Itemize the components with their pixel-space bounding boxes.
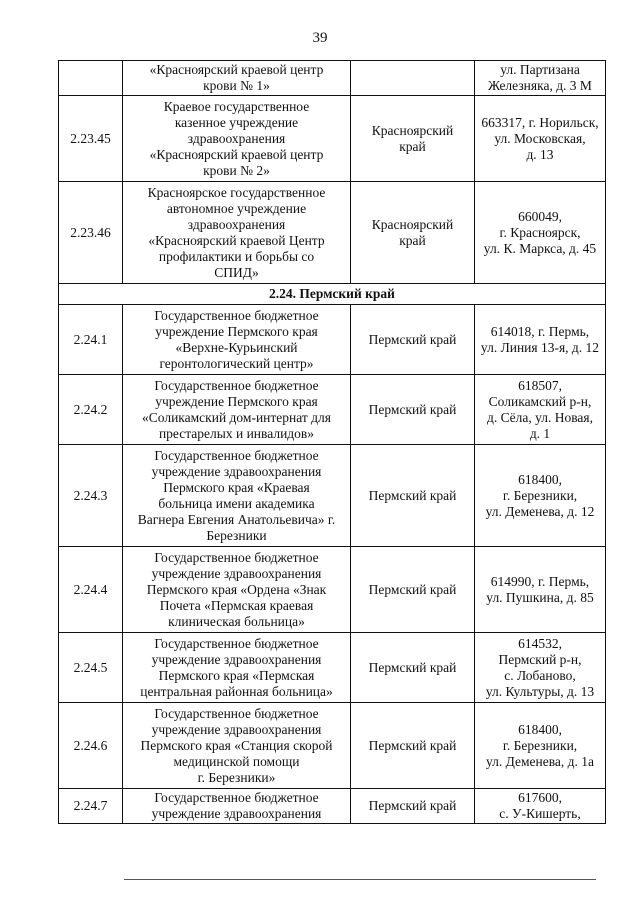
table-row bbox=[59, 633, 606, 703]
address-cell: ул. Партизана Железняка, д. 3 М bbox=[475, 61, 606, 96]
address-cell: 618400, г. Березники, ул. Деменева, д. 1а bbox=[475, 703, 606, 789]
table-row bbox=[59, 61, 606, 96]
address-cell: 614532, Пермский р-н, с. Лобаново, ул. Культуры, д. 13 bbox=[475, 633, 606, 703]
region-cell bbox=[351, 61, 475, 96]
region-cell: Пермский край bbox=[351, 547, 475, 633]
registry-table bbox=[58, 60, 606, 824]
institution-name-cell: Краевое государственное казенное учреждение здравоохранения «Красноярский краевой центр крови № 2» bbox=[123, 96, 351, 182]
institution-name-cell: Государственное бюджетное учреждение Пермского края «Соликамский дом-интернат для престарелых и инвалидов» bbox=[123, 375, 351, 445]
entry-number-cell: 2.24.6 bbox=[59, 703, 123, 789]
section-header-row bbox=[59, 284, 606, 305]
address-cell: 614018, г. Пермь, ул. Линия 13-я, д. 12 bbox=[475, 305, 606, 375]
institution-name-cell: Государственное бюджетное учреждение здравоохранения bbox=[123, 789, 351, 824]
entry-number-cell: 2.24.3 bbox=[59, 445, 123, 547]
entry-number-cell bbox=[59, 61, 123, 96]
institution-name-cell: Красноярское государственное автономное учреждение здравоохранения «Красноярский краевой Центр профилактики и борьбы со СПИД» bbox=[123, 182, 351, 284]
address-cell: 614990, г. Пермь, ул. Пушкина, д. 85 bbox=[475, 547, 606, 633]
institution-name-cell: «Красноярский краевой центр крови № 1» bbox=[123, 61, 351, 96]
registry-table-body bbox=[59, 61, 606, 824]
entry-number-cell: 2.24.7 bbox=[59, 789, 123, 824]
entry-number-cell: 2.23.45 bbox=[59, 96, 123, 182]
table-row bbox=[59, 789, 606, 824]
region-cell: Пермский край bbox=[351, 703, 475, 789]
region-cell: Красноярский край bbox=[351, 182, 475, 284]
cutoff-line bbox=[124, 879, 596, 880]
institution-name-cell: Государственное бюджетное учреждение здравоохранения Пермского края «Краевая больница имени академика Вагнера Евгения Анатольевича» г. Березники bbox=[123, 445, 351, 547]
table-row bbox=[59, 96, 606, 182]
institution-name-cell: Государственное бюджетное учреждение здравоохранения Пермского края «Станция скорой медицинской помощи г. Березники» bbox=[123, 703, 351, 789]
address-cell: 660049, г. Красноярск, ул. К. Маркса, д. 45 bbox=[475, 182, 606, 284]
institution-name-cell: Государственное бюджетное учреждение здравоохранения Пермского края «Пермская центральная районная больница» bbox=[123, 633, 351, 703]
entry-number-cell: 2.24.4 bbox=[59, 547, 123, 633]
address-cell: 618507, Соликамский р-н, д. Сёла, ул. Новая, д. 1 bbox=[475, 375, 606, 445]
table-row bbox=[59, 445, 606, 547]
entry-number-cell: 2.24.1 bbox=[59, 305, 123, 375]
table-row bbox=[59, 703, 606, 789]
address-cell: 617600, с. У-Кишерть, bbox=[475, 789, 606, 824]
institution-name-cell: Государственное бюджетное учреждение Пермского края «Верхне-Курьинский геронтологический центр» bbox=[123, 305, 351, 375]
page-number: 39 bbox=[312, 30, 328, 46]
region-cell: Пермский край bbox=[351, 375, 475, 445]
table-row bbox=[59, 375, 606, 445]
entry-number-cell: 2.24.5 bbox=[59, 633, 123, 703]
region-cell: Пермский край bbox=[351, 305, 475, 375]
entry-number-cell: 2.23.46 bbox=[59, 182, 123, 284]
region-cell: Пермский край bbox=[351, 633, 475, 703]
institution-name-cell: Государственное бюджетное учреждение здравоохранения Пермского края «Ордена «Знак Почета «Пермская краевая клиническая больница» bbox=[123, 547, 351, 633]
table-row bbox=[59, 547, 606, 633]
section-title: 2.24. Пермский край bbox=[59, 284, 606, 305]
table-row bbox=[59, 305, 606, 375]
region-cell: Пермский край bbox=[351, 789, 475, 824]
entry-number-cell: 2.24.2 bbox=[59, 375, 123, 445]
table-row bbox=[59, 182, 606, 284]
address-cell: 663317, г. Норильск, ул. Московская, д. 13 bbox=[475, 96, 606, 182]
address-cell: 618400, г. Березники, ул. Деменева, д. 12 bbox=[475, 445, 606, 547]
region-cell: Красноярский край bbox=[351, 96, 475, 182]
region-cell: Пермский край bbox=[351, 445, 475, 547]
